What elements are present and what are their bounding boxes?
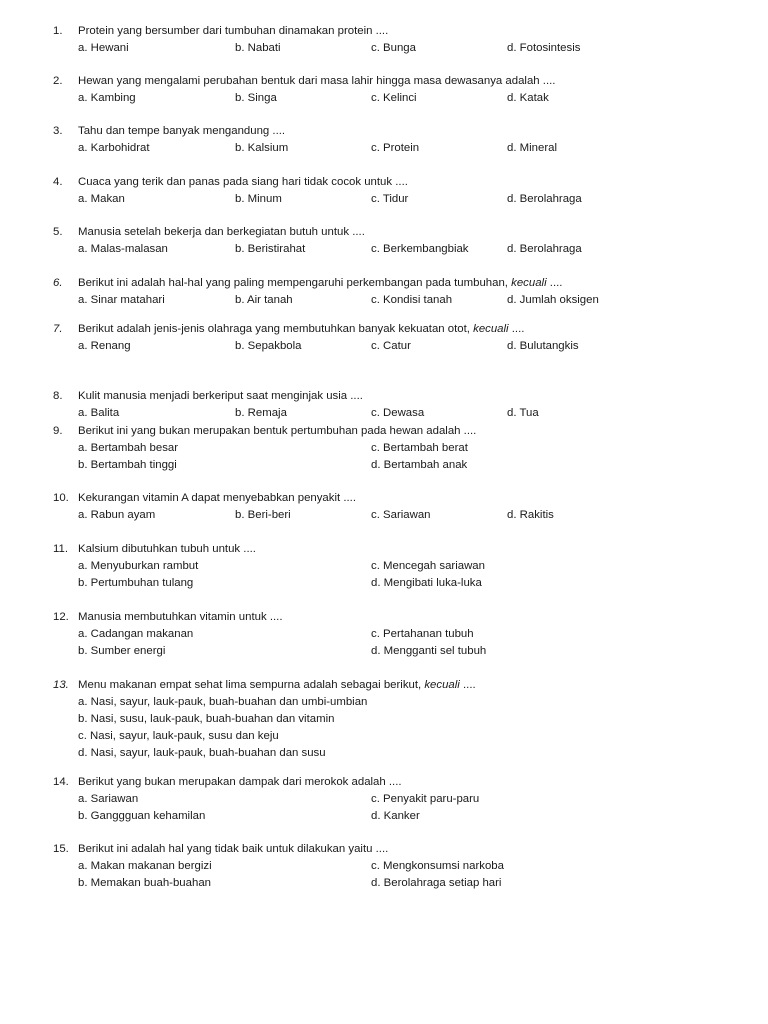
option-d[interactable]: d. Bertambah anak — [371, 459, 468, 471]
option-d[interactable]: d. Mengganti sel tubuh — [371, 645, 487, 657]
question-12 — [0, 609, 768, 660]
options-row — [0, 728, 768, 745]
option-c[interactable]: c. Kelinci — [371, 92, 417, 104]
question-line — [0, 388, 768, 405]
question-text — [78, 423, 476, 440]
question-text-main: Manusia membutuhkan vitamin untuk .... — [78, 611, 283, 623]
option-a[interactable]: a. Makan makanan bergizi — [78, 860, 212, 872]
question-text — [78, 23, 388, 40]
option-d[interactable]: d. Katak — [507, 92, 549, 104]
question-text — [78, 73, 555, 90]
option-d[interactable]: d. Kanker — [371, 810, 420, 822]
options-row — [0, 626, 768, 643]
option-a[interactable]: a. Cadangan makanan — [78, 628, 194, 640]
options-row — [0, 440, 768, 457]
option-c[interactable]: c. Protein — [371, 142, 420, 154]
option-c[interactable]: c. Mengkonsumsi narkoba — [371, 860, 504, 872]
option-d[interactable]: d. Jumlah oksigen — [507, 294, 599, 306]
options-row — [0, 405, 768, 422]
question-text-tail: .... — [546, 277, 563, 289]
question-text — [78, 123, 285, 140]
option-c[interactable]: c. Kondisi tanah — [371, 294, 453, 306]
question-line — [0, 490, 768, 507]
question-text — [78, 174, 408, 191]
options-row — [0, 292, 768, 309]
question-text-main: Kulit manusia menjadi berkeriput saat menginjak usia .... — [78, 390, 363, 402]
option-a[interactable]: a. Bertambah besar — [78, 442, 179, 454]
options-row — [0, 40, 768, 57]
question-number: 2. — [53, 75, 63, 87]
option-d[interactable]: d. Rakitis — [507, 509, 554, 521]
options-row — [0, 858, 768, 875]
question-9 — [0, 423, 768, 474]
question-number: 13. — [53, 679, 69, 691]
question-number: 7. — [53, 323, 63, 335]
option-d[interactable]: d. Berolahraga — [507, 193, 582, 205]
option-b[interactable]: b. Beristirahat — [235, 243, 306, 255]
option-c[interactable]: c. Bunga — [371, 42, 416, 54]
option-a[interactable]: a. Balita — [78, 407, 120, 419]
option-c[interactable]: c. Sariawan — [371, 509, 431, 521]
option-b[interactable]: b. Nasi, susu, lauk-pauk, buah-buahan dan vitamin — [78, 713, 335, 725]
options-row — [0, 241, 768, 258]
question-11 — [0, 541, 768, 592]
question-number: 8. — [53, 390, 63, 402]
question-7 — [0, 321, 768, 355]
options-row — [0, 808, 768, 825]
options-row — [0, 711, 768, 728]
option-b[interactable]: b. Minum — [235, 193, 282, 205]
question-number: 12. — [53, 611, 69, 623]
question-line — [0, 73, 768, 90]
option-a[interactable]: a. Malas-malasan — [78, 243, 168, 255]
option-b[interactable]: b. Kalsium — [235, 142, 289, 154]
options-row — [0, 140, 768, 157]
option-b[interactable]: b. Memakan buah-buahan — [78, 877, 211, 889]
options-row — [0, 507, 768, 524]
option-a[interactable]: a. Renang — [78, 340, 131, 352]
question-text-main: Berikut ini adalah hal yang tidak baik untuk dilakukan yaitu .... — [78, 843, 389, 855]
question-15 — [0, 841, 768, 892]
option-d[interactable]: d. Fotosintesis — [507, 42, 581, 54]
option-d[interactable]: d. Bulutangkis — [507, 340, 579, 352]
question-text-main: Kalsium dibutuhkan tubuh untuk .... — [78, 543, 256, 555]
option-a[interactable]: a. Sariawan — [78, 793, 139, 805]
option-a[interactable]: a. Hewani — [78, 42, 129, 54]
question-text — [78, 388, 363, 405]
options-row — [0, 745, 768, 762]
options-row — [0, 791, 768, 808]
option-d[interactable]: d. Mineral — [507, 142, 558, 154]
option-a[interactable]: a. Makan — [78, 193, 125, 205]
question-text-main: Kekurangan vitamin A dapat menyebabkan penyakit .... — [78, 492, 356, 504]
option-a[interactable]: a. Menyuburkan rambut — [78, 560, 199, 572]
question-line — [0, 174, 768, 191]
option-c[interactable]: c. Berkembangbiak — [371, 243, 469, 255]
question-number: 9. — [53, 425, 63, 437]
question-14 — [0, 774, 768, 825]
question-line — [0, 774, 768, 791]
question-text-main: Berikut yang bukan merupakan dampak dari merokok adalah .... — [78, 776, 402, 788]
question-text-emphasis: kecuali — [424, 679, 460, 691]
question-13 — [0, 677, 768, 762]
question-text-main: Protein yang bersumber dari tumbuhan dinamakan protein .... — [78, 25, 389, 37]
question-text-main: Berikut adalah jenis-jenis olahraga yang membutuhkan banyak kekuatan otot, — [78, 323, 474, 335]
question-text — [78, 541, 256, 558]
option-a[interactable]: a. Nasi, sayur, lauk-pauk, buah-buahan dan umbi-umbian — [78, 696, 368, 708]
option-b[interactable]: b. Bertambah tinggi — [78, 459, 177, 471]
question-text-emphasis: kecuali — [473, 323, 509, 335]
question-2 — [0, 73, 768, 107]
options-row — [0, 191, 768, 208]
option-a[interactable]: a. Karbohidrat — [78, 142, 150, 154]
option-c[interactable]: c. Dewasa — [371, 407, 425, 419]
question-line — [0, 23, 768, 40]
question-line — [0, 677, 768, 694]
options-row — [0, 575, 768, 592]
question-text-main: Berikut ini yang bukan merupakan bentuk pertumbuhan pada hewan adalah .... — [78, 425, 477, 437]
option-c[interactable]: c. Nasi, sayur, lauk-pauk, susu dan keju — [78, 730, 279, 742]
option-b[interactable]: b. Ganggguan kehamilan — [78, 810, 206, 822]
question-text-tail: .... — [508, 323, 525, 335]
question-3 — [0, 123, 768, 157]
question-number: 6. — [53, 277, 63, 289]
question-text-main: Cuaca yang terik dan panas pada siang hari tidak cocok untuk .... — [78, 176, 408, 188]
options-row — [0, 338, 768, 355]
question-line — [0, 275, 768, 292]
question-number: 4. — [53, 176, 63, 188]
question-text — [78, 609, 283, 626]
option-c[interactable]: c. Penyakit paru-paru — [371, 793, 480, 805]
question-text — [78, 490, 356, 507]
option-b[interactable]: b. Singa — [235, 92, 277, 104]
options-row — [0, 694, 768, 711]
question-10 — [0, 490, 768, 524]
option-c[interactable]: c. Tidur — [371, 193, 409, 205]
question-text-main: Tahu dan tempe banyak mengandung .... — [78, 125, 286, 137]
option-c[interactable]: c. Mencegah sariawan — [371, 560, 485, 572]
question-line — [0, 321, 768, 338]
option-d[interactable]: d. Berolahraga setiap hari — [371, 877, 502, 889]
question-5 — [0, 224, 768, 258]
question-line — [0, 609, 768, 626]
question-number: 15. — [53, 843, 69, 855]
option-c[interactable]: c. Catur — [371, 340, 411, 352]
option-b[interactable]: b. Air tanah — [235, 294, 293, 306]
question-6 — [0, 275, 768, 309]
question-1 — [0, 23, 768, 57]
question-number: 11. — [53, 543, 68, 555]
option-b[interactable]: b. Nabati — [235, 42, 281, 54]
question-number: 5. — [53, 226, 63, 238]
options-row — [0, 457, 768, 474]
question-number: 1. — [53, 25, 63, 37]
question-text — [78, 275, 562, 292]
question-text-main: Menu makanan empat sehat lima sempurna adalah sebagai berikut, — [78, 679, 425, 691]
question-text-main: Manusia setelah bekerja dan berkegiatan butuh untuk .... — [78, 226, 365, 238]
option-d[interactable]: d. Tua — [507, 407, 539, 419]
question-line — [0, 841, 768, 858]
option-b[interactable]: b. Sepakbola — [235, 340, 302, 352]
question-number: 14. — [53, 776, 69, 788]
option-c[interactable]: c. Pertahanan tubuh — [371, 628, 474, 640]
question-number: 3. — [53, 125, 63, 137]
question-text — [78, 841, 388, 858]
option-c[interactable]: c. Bertambah berat — [371, 442, 468, 454]
option-d[interactable]: d. Mengibati luka-luka — [371, 577, 482, 589]
option-b[interactable]: b. Beri-beri — [235, 509, 291, 521]
options-row — [0, 643, 768, 660]
question-text-tail: .... — [459, 679, 476, 691]
option-a[interactable]: a. Rabun ayam — [78, 509, 156, 521]
question-text — [78, 224, 365, 241]
question-8 — [0, 388, 768, 422]
options-row — [0, 90, 768, 107]
question-text-main: Berikut ini adalah hal-hal yang paling mempengaruhi perkembangan pada tumbuhan, — [78, 277, 512, 289]
question-text — [78, 774, 402, 791]
options-row — [0, 558, 768, 575]
option-d[interactable]: d. Berolahraga — [507, 243, 582, 255]
option-d[interactable]: d. Nasi, sayur, lauk-pauk, buah-buahan dan susu — [78, 747, 326, 759]
question-line — [0, 541, 768, 558]
question-line — [0, 423, 768, 440]
question-4 — [0, 174, 768, 208]
question-line — [0, 123, 768, 140]
option-b[interactable]: b. Remaja — [235, 407, 287, 419]
option-b[interactable]: b. Pertumbuhan tulang — [78, 577, 194, 589]
question-text — [78, 321, 524, 338]
option-a[interactable]: a. Kambing — [78, 92, 136, 104]
question-text-emphasis: kecuali — [511, 277, 547, 289]
question-number: 10. — [53, 492, 69, 504]
option-a[interactable]: a. Sinar matahari — [78, 294, 165, 306]
option-b[interactable]: b. Sumber energi — [78, 645, 166, 657]
options-row — [0, 875, 768, 892]
question-line — [0, 224, 768, 241]
question-text-main: Hewan yang mengalami perubahan bentuk dari masa lahir hingga masa dewasanya adalah .... — [78, 75, 556, 87]
question-text — [78, 677, 476, 694]
